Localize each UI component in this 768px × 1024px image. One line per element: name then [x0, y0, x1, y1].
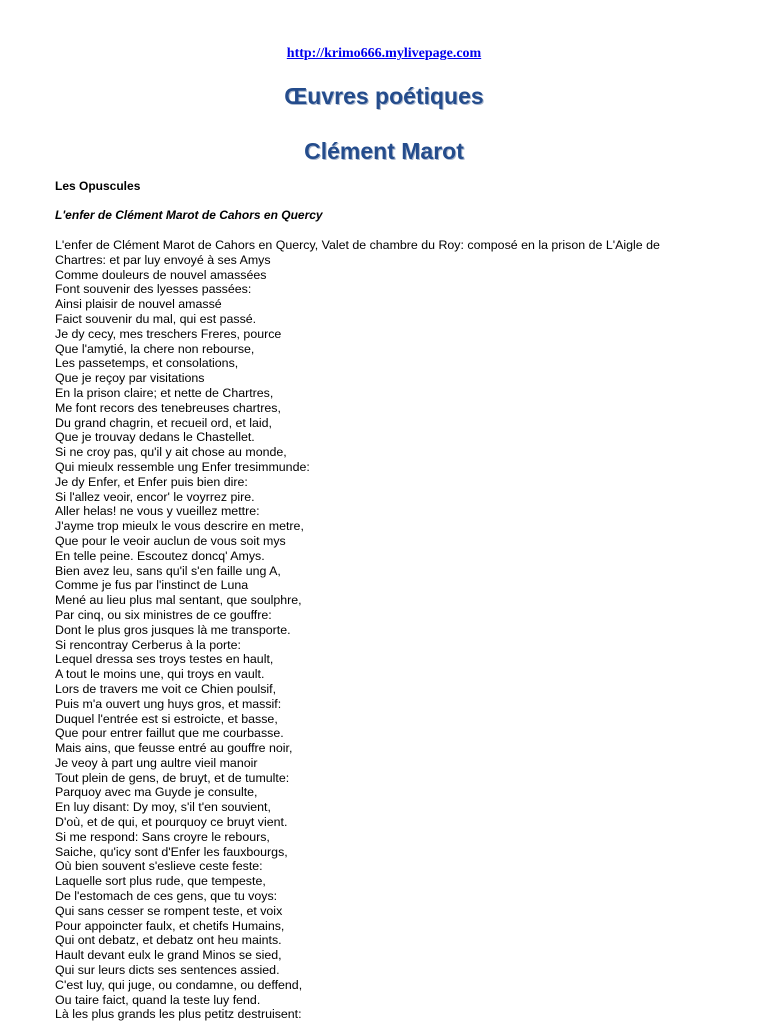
poem-line: A tout le moins une, qui troys en vault.	[55, 667, 265, 682]
poem-line: Si me respond: Sans croyre le rebours,	[55, 829, 270, 844]
poem-line: Que l'amytié, la chere non rebourse,	[55, 341, 255, 356]
poem-line: Parquoy avec ma Guyde je consulte,	[55, 785, 258, 800]
poem-line: Ainsi plaisir de nouvel amassé	[55, 297, 222, 312]
poem-line: Lors de travers me voit ce Chien poulsif,	[55, 681, 277, 696]
poem-line: Je dy Enfer, et Enfer puis bien dire:	[55, 474, 248, 489]
book-title: Œuvres poétiques	[284, 83, 484, 109]
poem-line: En luy disant: Dy moy, s'il t'en souvient,	[55, 800, 271, 815]
poem-line: Si ne croy pas, qu'il y ait chose au monde,	[55, 445, 287, 460]
poem-line: De l'estomach de ces gens, que tu voys:	[55, 889, 278, 904]
poem-line: Dont le plus gros jusques là me transporte.	[55, 622, 291, 637]
poem-line: Je dy cecy, mes treschers Freres, pource	[55, 326, 282, 341]
poem-line: Ou taire faict, quand la teste luy fend.	[55, 992, 261, 1007]
poem-line: Bien avez leu, sans qu'il s'en faille ung A,	[55, 563, 281, 578]
poem-line: Où bien souvent s'eslieve ceste feste:	[55, 859, 263, 874]
poem-line: Lequel dressa ses troys testes en hault,	[55, 652, 274, 667]
poem-line: Mené au lieu plus mal sentant, que soulphre,	[55, 593, 302, 608]
poem-line: J'ayme trop mieulx le vous descrire en metre,	[55, 519, 304, 534]
poem-line: Qui mieulx ressemble ung Enfer tresimmunde:	[55, 459, 310, 474]
poem-line: Laquelle sort plus rude, que tempeste,	[55, 874, 266, 889]
book-author: Clément Marot	[304, 138, 464, 164]
poem-line: Qui ont debatz, et debatz ont heu maints.	[55, 933, 282, 948]
poem-line: Si l'allez veoir, encor' le voyrrez pire.	[55, 489, 255, 504]
poem-line: Par cinq, ou six ministres de ce gouffre:	[55, 607, 272, 622]
section-heading: Les Opuscules	[55, 179, 141, 193]
poem-line: Me font recors des tenebreuses chartres,	[55, 400, 281, 415]
poem-line: Si rencontray Cerberus à la porte:	[55, 637, 241, 652]
website-link[interactable]: http://krimo666.mylivepage.com	[286, 46, 482, 61]
poem-line: Que je reçoy par visitations	[55, 371, 205, 386]
poem-line: Comme douleurs de nouvel amassées	[55, 267, 267, 282]
poem-line: D'où, et de qui, et pourquoy ce bruyt vient.	[55, 815, 288, 830]
poem-line: Du grand chagrin, et recueil ord, et laid,	[55, 415, 272, 430]
poem-title: L'enfer de Clément Marot de Cahors en Quercy	[55, 208, 323, 222]
poem-line: Qui sans cesser se rompent teste, et voix	[55, 903, 283, 918]
poem-body	[55, 238, 715, 1022]
poem-line: Chartres: et par luy envoyé à ses Amys	[55, 252, 271, 267]
poem-line: Je veoy à part ung aultre vieil manoir	[55, 755, 258, 770]
poem-line: Que pour le veoir auclun de vous soit mys	[55, 533, 286, 548]
poem-line: Font souvenir des lyesses passées:	[55, 282, 252, 297]
poem-line: Pour appoincter faulx, et chetifs Humains,	[55, 918, 285, 933]
poem-line: L'enfer de Clément Marot de Cahors en Quercy, Valet de chambre du Roy: composé en la prison de L'Aigle de	[55, 238, 660, 252]
poem-line: En telle peine. Escoutez doncq' Amys.	[55, 548, 265, 563]
poem-line: Saiche, qu'icy sont d'Enfer les fauxbourgs,	[55, 844, 288, 859]
poem-line: C'est luy, qui juge, ou condamne, ou deffend,	[55, 977, 303, 992]
poem-line: Les passetemps, et consolations,	[55, 356, 239, 371]
poem-line: Hault devant eulx le grand Minos se sied,	[55, 948, 282, 963]
poem-line: Aller helas! ne vous y vueillez mettre:	[55, 504, 260, 519]
poem-line: Comme je fus par l'instinct de Luna	[55, 578, 249, 593]
poem-line: Qui sur leurs dicts ses sentences assied.	[55, 963, 280, 978]
poem-line: Mais ains, que feusse entré au gouffre noir,	[55, 741, 293, 756]
poem-line: Puis m'a ouvert ung huys gros, et massif:	[55, 696, 282, 711]
poem-line: Duquel l'entrée est si estroicte, et basse,	[55, 711, 278, 726]
poem-line: En la prison claire; et nette de Chartres,	[55, 385, 274, 400]
poem-line: Que je trouvay dedans le Chastellet.	[55, 430, 255, 445]
poem-line: Tout plein de gens, de bruyt, et de tumulte:	[55, 770, 290, 785]
poem-line: Que pour entrer faillut que me courbasse.	[55, 726, 284, 741]
poem-line: Faict souvenir du mal, qui est passé.	[55, 311, 257, 326]
poem-line: Là les plus grands les plus petitz destruisent:	[55, 1007, 302, 1022]
